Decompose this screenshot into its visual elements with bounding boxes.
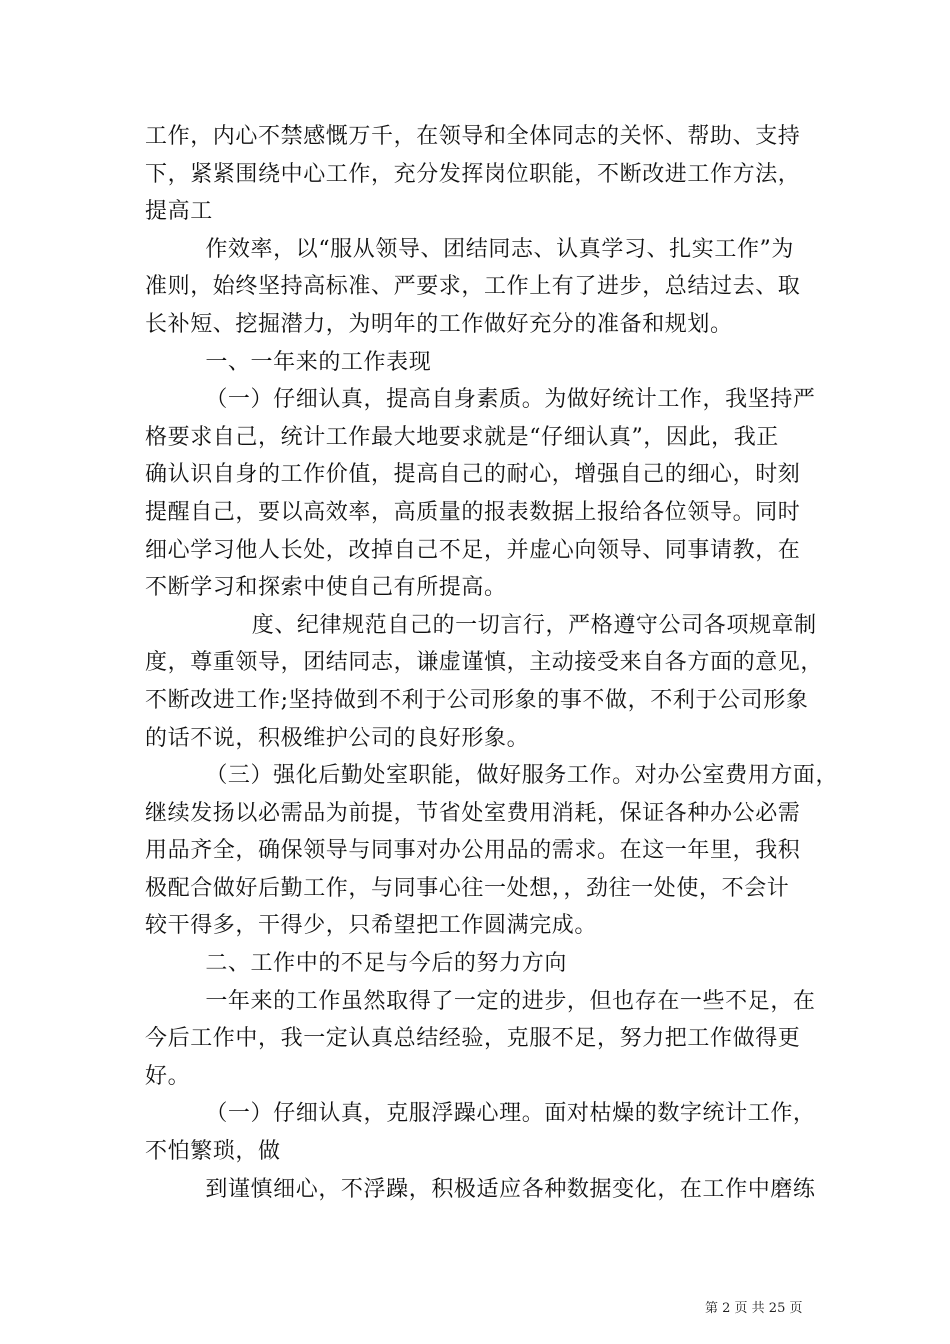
text-line: 二、工作中的不足与今后的努力方向 bbox=[205, 951, 567, 977]
text-line: 到谨慎细心，不浮躁，积极适应各种数据变化，在工作中磨练 bbox=[205, 1176, 816, 1202]
text-line: 用品齐全，确保领导与同事对办公用品的需求。在这一年里，我积 bbox=[145, 838, 801, 864]
text-line: 提醒自己，要以高效率，高质量的报表数据上报给各位领导。同时 bbox=[145, 499, 801, 525]
page-number-footer: 第 2 页 共 25 页 bbox=[705, 1301, 803, 1316]
text-line: 不断改进工作;坚持做到不利于公司形象的事不做，不利于公司形象 bbox=[145, 687, 809, 713]
text-line: 准则，始终坚持高标准、严要求，工作上有了进步，总结过去、取 bbox=[145, 274, 801, 300]
text-line: （三）强化后勤处室职能，做好服务工作。对办公室费用方面， bbox=[205, 763, 839, 789]
text-line: 长补短、挖掘潜力，为明年的工作做好充分的准备和规划。 bbox=[145, 311, 733, 337]
text-line: 较干得多，干得少，只希望把工作圆满完成。 bbox=[145, 913, 598, 939]
text-line: 度，尊重领导，团结同志，谦虚谨慎，主动接受来自各方面的意见， bbox=[145, 650, 824, 676]
text-line: 细心学习他人长处，改掉自己不足，并虚心向领导、同事请教，在 bbox=[145, 537, 801, 563]
text-line: 提高工 bbox=[145, 199, 213, 225]
text-line: 下，紧紧围绕中心工作，充分发挥岗位职能，不断改进工作方法， bbox=[145, 161, 801, 187]
text-line: 不怕繁琐，做 bbox=[145, 1139, 281, 1165]
text-line: 一、一年来的工作表现 bbox=[205, 349, 432, 375]
text-line: 今后工作中，我一定认真总结经验，克服不足，努力把工作做得更 bbox=[145, 1026, 801, 1052]
text-line: 度、纪律规范自己的一切言行，严格遵守公司各项规章制 bbox=[251, 612, 817, 638]
text-line: 的话不说，积极维护公司的良好形象。 bbox=[145, 725, 530, 751]
text-line: 继续发扬以必需品为前提，节省处室费用消耗，保证各种办公必需 bbox=[145, 800, 801, 826]
text-line: 不断学习和探索中使自己有所提高。 bbox=[145, 575, 507, 601]
text-line: （一）仔细认真，克服浮躁心理。面对枯燥的数字统计工作， bbox=[205, 1101, 816, 1127]
text-line: 作效率，以“服从领导、团结同志、认真学习、扎实工作”为 bbox=[205, 236, 795, 262]
text-line: （一）仔细认真，提高自身素质。为做好统计工作，我坚持严 bbox=[205, 387, 816, 413]
text-line: 极配合做好后勤工作，与同事心往一处想，，劲往一处使，不会计 bbox=[145, 875, 790, 901]
text-line: 确认识自身的工作价值，提高自己的耐心，增强自己的细心，时刻 bbox=[145, 462, 801, 488]
text-line: 好。 bbox=[145, 1063, 191, 1089]
document-body bbox=[145, 118, 839, 1208]
text-line: 格要求自己，统计工作最大地要求就是“仔细认真”，因此，我正 bbox=[145, 424, 779, 450]
text-line: 工作，内心不禁感慨万千，在领导和全体同志的关怀、帮助、支持 bbox=[145, 124, 801, 149]
text-line: 一年来的工作虽然取得了一定的进步，但也存在一些不足，在 bbox=[205, 988, 816, 1014]
